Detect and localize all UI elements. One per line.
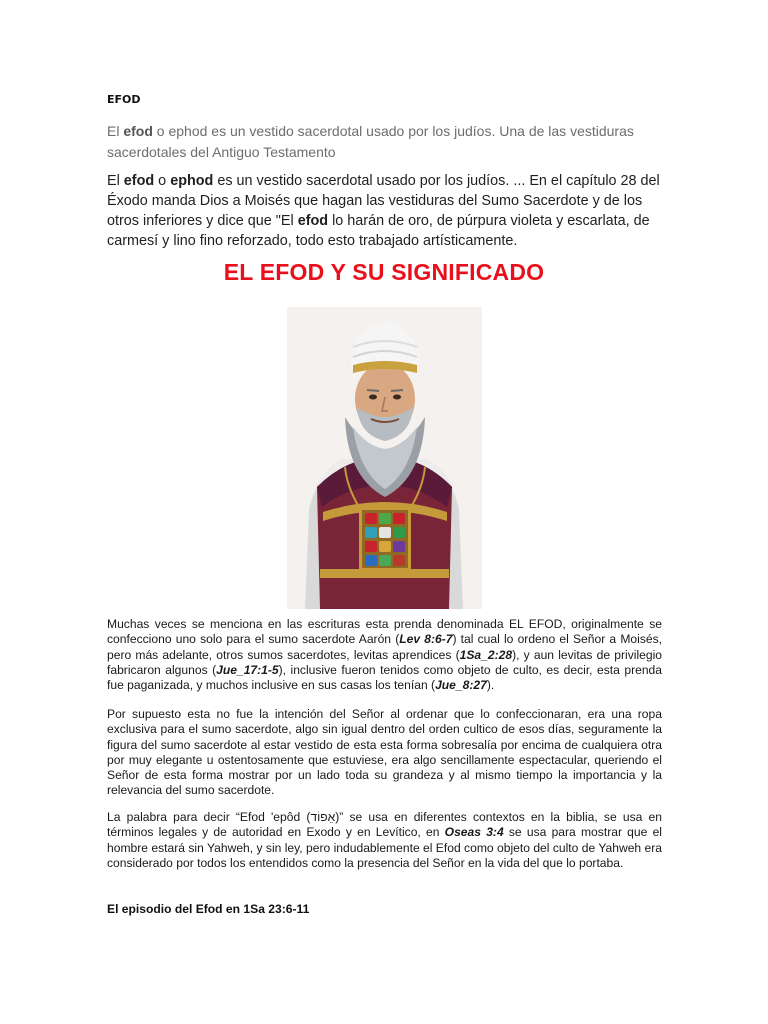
- document-heading: EFOD: [107, 93, 141, 106]
- scripture-reference: Jue_17:1-5: [216, 662, 279, 677]
- scripture-reference: Oseas 3:4: [444, 825, 504, 840]
- text-run: El: [107, 123, 124, 139]
- text-run: es un vestido sacerdotal usado por los judíos. ... En el capítulo 28 del Éxodo manda Dios a Moisés que hagan las vestiduras del Sumo Sacerdote y de los otros inferiores y dice que "El: [107, 173, 660, 229]
- body-paragraph-1: [107, 617, 662, 693]
- scripture-reference: 1Sa_2:28: [459, 647, 513, 662]
- text-run: o: [154, 173, 171, 189]
- intro-summary-paragraph: [107, 121, 667, 163]
- section-subheading: El episodio del Efod en 1Sa 23:6-11: [107, 902, 310, 916]
- body-paragraph-2: Por supuesto esta no fue la intención del Señor al ordenar que lo confeccionaran, era una ropa exclusiva para el sumo sacerdote, algo sin igual dentro del orden cultico de esos días, seguramente la figura del sumo sacerdote al estar vestido de esta esta forma sobresalía por encima de cualquiera otra por muy elegante u ostentosamente que estuviese, era algo sencillamente espectacular, queriendo el Señor de esta forma mostrar por un lado toda su grandeza y al mismo tiempo la importancia y la relevancia del sumo sacerdote.: [107, 707, 662, 798]
- text-run: Muchas veces se menciona en las escrituras esta prenda denominada EL EFOD, originalmente se confecciono uno solo para el sumo sacerdote Aarón (: [107, 617, 662, 647]
- article-title: EL EFOD Y SU SIGNIFICADO: [223, 259, 545, 285]
- text-run: El: [107, 173, 124, 189]
- high-priest-illustration: [287, 307, 482, 609]
- text-run: ).: [486, 678, 495, 693]
- intro-main-paragraph: [107, 171, 662, 251]
- bold-term: efod: [123, 173, 155, 189]
- text-run: ), y aun levitas de privilegio fabricaron algunos (: [107, 647, 662, 677]
- text-run: lo harán de oro, de púrpura violeta y escarlata, de carmesí y lino fino reforzado, todo esto trabajado artísticamente.: [107, 213, 650, 249]
- text-run: La palabra para decir “Efod 'epôd (אֵפוֹד)” se usa en diferentes contextos en la biblia, se usa en términos legales y de autoridad en Exodo y en Levítico, en: [107, 810, 662, 840]
- bold-term: efod: [123, 123, 153, 139]
- scripture-reference: Lev 8:6-7: [399, 632, 453, 647]
- high-priest-figure-icon: [287, 307, 482, 609]
- text-run: o ephod es un vestido sacerdotal usado por los judíos. Una de las vestiduras sacerdotales del Antiguo Testamento: [107, 123, 634, 160]
- bold-term: ephod: [170, 173, 214, 189]
- text-run: ), inclusive fueron tenidos como objeto de culto, es decir, esta prenda fue paganizada, y muchos inclusive en sus casas los tenían (: [107, 662, 663, 693]
- bold-term: efod: [297, 213, 329, 229]
- scripture-reference: Jue_8:27: [435, 678, 487, 693]
- body-paragraph-3: [107, 810, 662, 871]
- text-run: ) tal cual lo ordeno el Señor a Moisés, pero más adelante, otros sumos sacerdotes, levitas aprendices (: [107, 632, 662, 662]
- text-run: se usa para mostrar que el hombre estará sin Yahweh, y sin ley, pero indudablemente el Efod como objeto del culto de Yahweh era considerado por todos los entendidos como la presencia del Señor en la vida del que lo portaba.: [107, 825, 662, 870]
